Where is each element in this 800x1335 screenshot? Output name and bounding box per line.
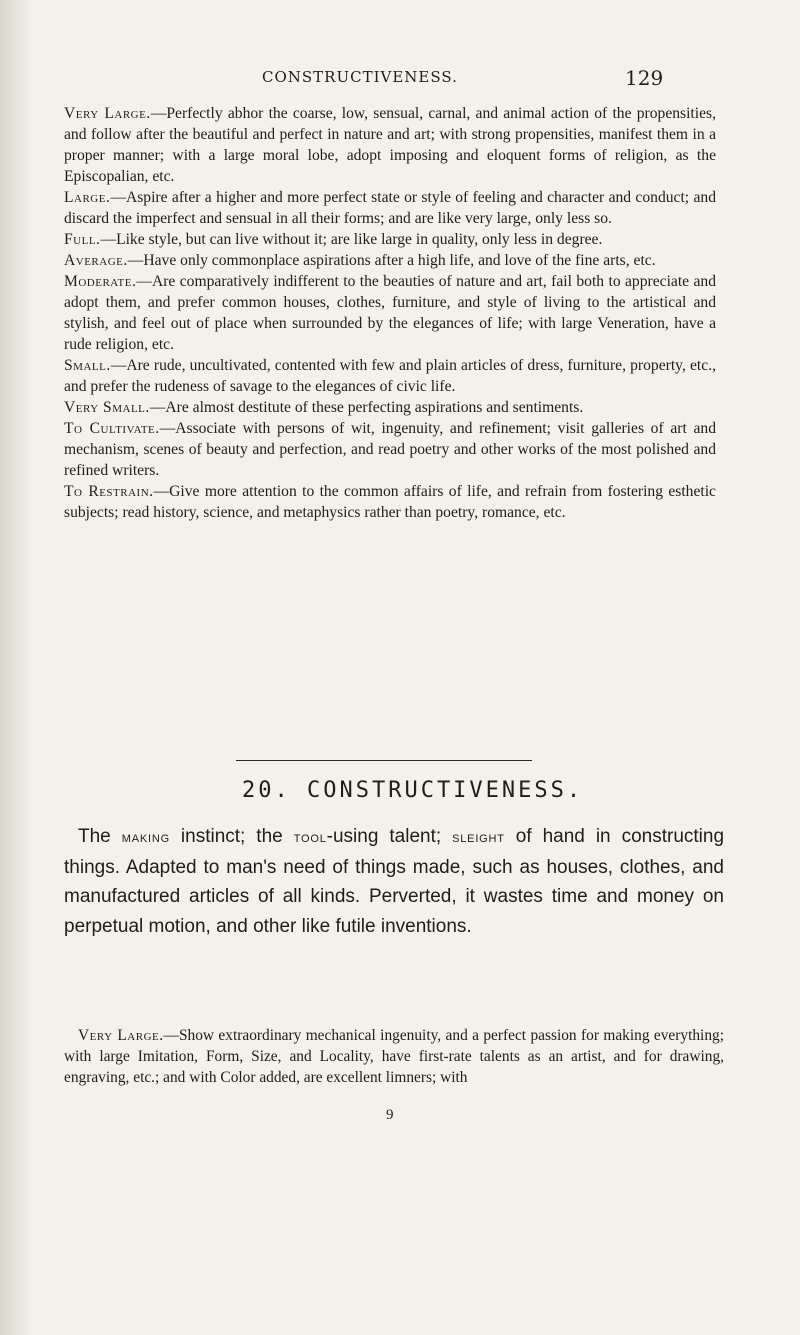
term-label: Very Large. (64, 105, 151, 122)
term-label: Very Large. (78, 1027, 164, 1044)
paragraph-text: —Perfectly abhor the coarse, low, sensual, carnal, and animal action of the propensities, and follow after the beautiful and perfect in nature and art; with strong propensities, manifest them in a proper manner; with a large moral lobe, adopt imposing and eloquent forms of religion, as the Episcopalian, etc. (64, 105, 716, 185)
running-head (0, 66, 800, 96)
term-label: To Restrain. (64, 483, 154, 500)
paragraph-text: —Like style, but can live without it; are like large in quality, only less in degree. (100, 231, 603, 248)
section-intro (64, 822, 724, 941)
intro-paragraph (64, 822, 724, 941)
term-label: Full. (64, 231, 101, 248)
section-divider (236, 760, 532, 761)
paragraph-large (64, 187, 716, 229)
term-label: Very Small. (64, 399, 150, 416)
small-caps-word: tool (293, 829, 327, 846)
page-number: 129 (625, 66, 664, 90)
running-title: CONSTRUCTIVENESS. (262, 68, 458, 86)
term-label: Small. (64, 357, 111, 374)
term-label: Moderate. (64, 273, 137, 290)
page-edge-shadow (0, 0, 32, 1335)
paragraph-moderate (64, 271, 716, 355)
paragraph-text: —Are rude, uncultivated, contented with few and plain articles of dress, furniture, property, etc., and prefer the rudeness of savage to the elegances of civic life. (64, 357, 716, 395)
paragraph-full (64, 229, 716, 250)
paragraph-small (64, 355, 716, 397)
intro-text: -using talent; (326, 826, 442, 847)
paragraph-very-small (64, 397, 716, 418)
signature-mark: 9 (386, 1107, 394, 1123)
paragraph-average (64, 250, 716, 271)
intro-word: The (78, 826, 111, 847)
paragraph-text: —Show extraordinary mechanical ingenuity, and a perfect passion for making everything; with large Imitation, Form, Size, and Locality, have first-rate talents as an artist, and for drawing, engraving, etc.; and with Color added, are excellent limners; with (64, 1027, 724, 1086)
paragraph-text: —Associate with persons of wit, ingenuity, and refinement; visit galleries of art and mechanism, scenes of beauty and perfection, and read poetry and other works of the most polished and refined writers. (64, 420, 716, 479)
small-caps-word: making (121, 829, 170, 846)
section-heading: 20. CONSTRUCTIVENESS. (242, 778, 584, 803)
paragraph-text: —Are almost destitute of these perfecting aspirations and sentiments. (149, 399, 584, 416)
paragraph-very-large-constructiveness (64, 1025, 724, 1088)
paragraph-to-cultivate (64, 418, 716, 481)
paragraph-text: —Have only commonplace aspirations after a high life, and love of the fine arts, etc. (127, 252, 656, 269)
term-label: Average. (64, 252, 128, 269)
term-label: Large. (64, 189, 111, 206)
faculty-degrees-text (64, 103, 716, 523)
term-label: To Cultivate. (64, 420, 160, 437)
paragraph-text: —Give more attention to the common affairs of life, and refrain from fostering esthetic subjects; read history, science, and metaphysics rather than poetry, romance, etc. (64, 483, 716, 521)
paragraph-text: —Aspire after a higher and more perfect state or style of feeling and character and conduct; and discard the imperfect and sensual in all their forms; and are like very large, only less so. (64, 189, 716, 227)
paragraph-very-large (64, 103, 716, 187)
intro-text: instinct; the (180, 826, 283, 847)
intro-text: of hand in constructing things. Adapted to man's need of things made, such as houses, clothes, and manufactured articles of all kinds. Perverted, it wastes time and money on perpetual motion, and other like futile inventions. (64, 826, 725, 937)
paragraph-to-restrain (64, 481, 716, 523)
section-degrees-text (64, 1025, 724, 1088)
small-caps-word: sleight (452, 829, 505, 846)
paragraph-text: —Are comparatively indifferent to the beauties of nature and art, fail both to appreciate and adopt them, and prefer common houses, clothes, furniture, and style of living to the artistical and stylish, and feel out of place when surrounded by the elegances of life; with large Veneration, have a rude religion, etc. (64, 273, 716, 353)
